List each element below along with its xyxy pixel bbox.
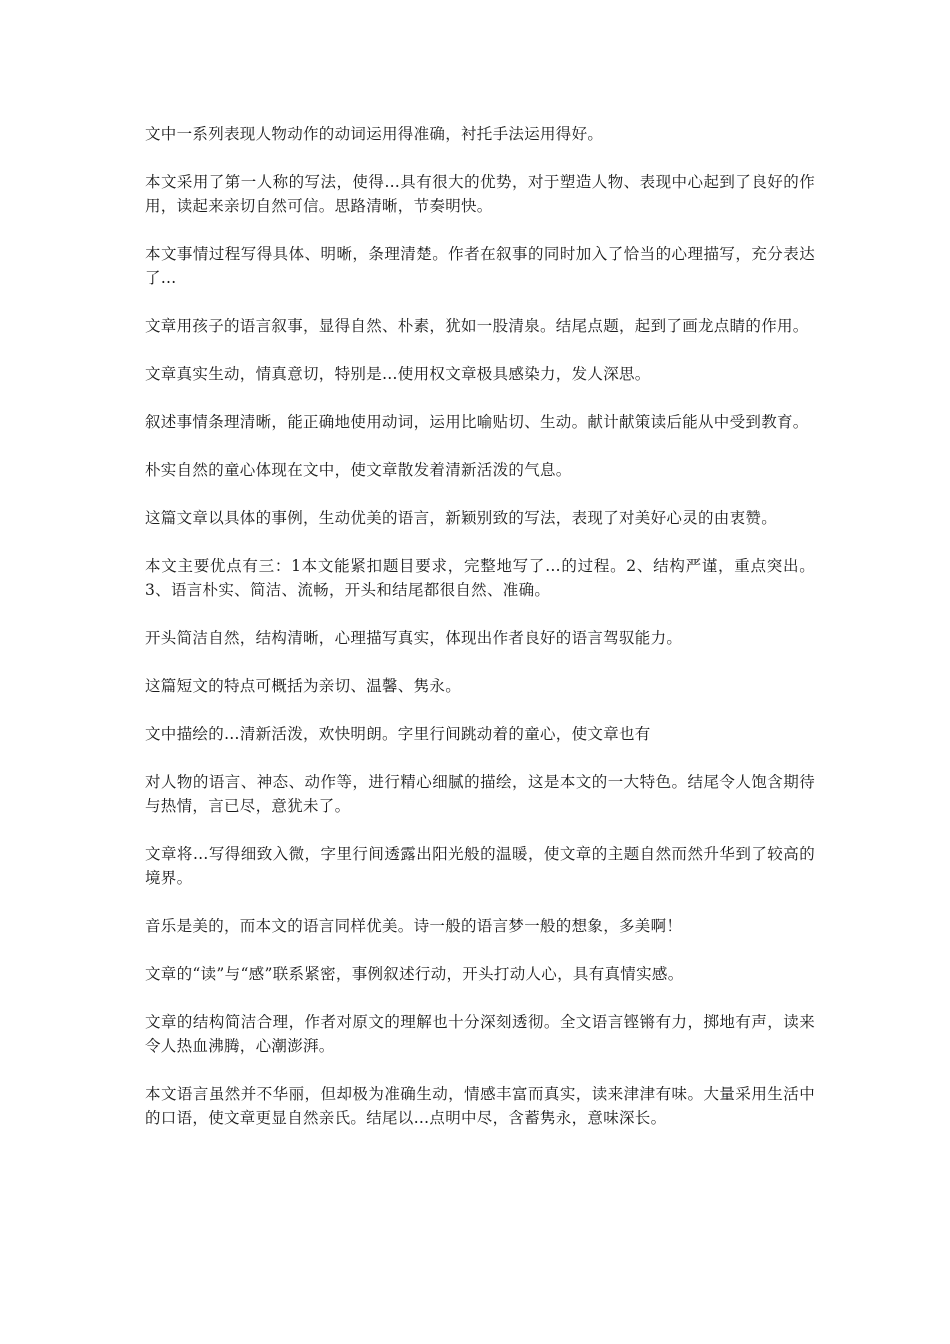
paragraph-3: 本文事情过程写得具体、明晰，条理清楚。作者在叙事的同时加入了恰当的心理描写，充分表达了… — [145, 245, 815, 287]
paragraph-5: 文章真实生动，情真意切，特别是…使用权文章极具感染力，发人深思。 — [145, 365, 651, 383]
document-body — [145, 122, 815, 1154]
paragraph-11: 这篇短文的特点可概括为亲切、温馨、隽永。 — [145, 677, 462, 695]
paragraph-9: 本文主要优点有三：1本文能紧扣题目要求，完整地写了…的过程。2、结构严谨，重点突出。3、语言朴实、简洁、流畅，开头和结尾都很自然、准确。 — [145, 557, 815, 599]
paragraph-13: 对人物的语言、神态、动作等，进行精心细腻的描绘，这是本文的一大特色。结尾令人饱含期待与热情，言已尽，意犹未了。 — [145, 773, 815, 815]
paragraph-17: 文章的结构简洁合理，作者对原文的理解也十分深刻透彻。全文语言铿锵有力，掷地有声，读来令人热血沸腾，心潮澎湃。 — [145, 1013, 815, 1055]
paragraph-6: 叙述事情条理清晰，能正确地使用动词，运用比喻贴切、生动。献计献策读后能从中受到教育。 — [145, 413, 809, 431]
paragraph-1: 文中一系列表现人物动作的动词运用得准确，衬托手法运用得好。 — [145, 125, 604, 143]
paragraph-14: 文章将…写得细致入微，字里行间透露出阳光般的温暖，使文章的主题自然而然升华到了较高的境界。 — [145, 845, 815, 887]
paragraph-2: 本文采用了第一人称的写法，使得…具有很大的优势，对于塑造人物、表现中心起到了良好的作用，读起来亲切自然可信。思路清晰，节奏明快。 — [145, 173, 815, 215]
paragraph-15: 音乐是美的，而本文的语言同样优美。诗一般的语言梦一般的想象，多美啊！ — [145, 917, 683, 935]
paragraph-8: 这篇文章以具体的事例，生动优美的语言，新颖别致的写法，表现了对美好心灵的由衷赞。 — [145, 509, 778, 527]
paragraph-4: 文章用孩子的语言叙事，显得自然、朴素，犹如一股清泉。结尾点题，起到了画龙点睛的作用。 — [145, 317, 809, 335]
paragraph-7: 朴实自然的童心体现在文中，使文章散发着清新活泼的气息。 — [145, 461, 572, 479]
paragraph-12: 文中描绘的…清新活泼，欢快明朗。字里行间跳动着的童心，使文章也有 — [145, 725, 651, 743]
paragraph-16: 文章的“读”与“感”联系紧密，事例叙述行动，开头打动人心，具有真情实感。 — [145, 965, 684, 983]
paragraph-10: 开头简洁自然，结构清晰，心理描写真实，体现出作者良好的语言驾驭能力。 — [145, 629, 683, 647]
paragraph-18: 本文语言虽然并不华丽，但却极为准确生动，情感丰富而真实，读来津津有味。大量采用生活中的口语，使文章更显自然亲氏。结尾以…点明中尽，含蓄隽永，意味深长。 — [145, 1085, 815, 1127]
